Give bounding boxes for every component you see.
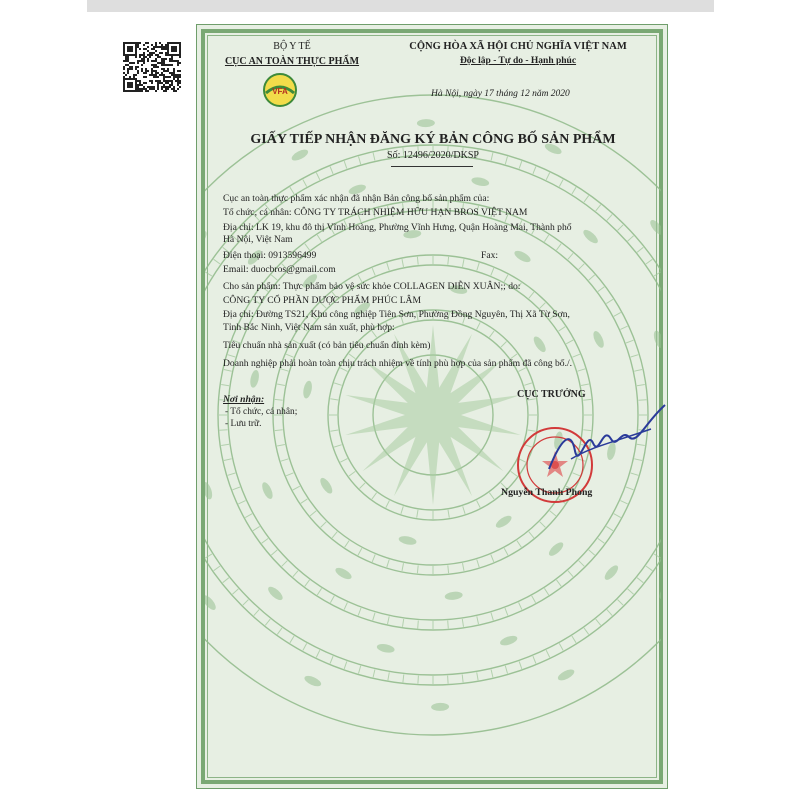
document-number: Số: 12496/2020/DKSP [387,150,479,161]
email-line: Email: duocbros@gmail.com [223,264,336,275]
phone-line: Điện thoại: 0913596499 [223,250,317,261]
department-name: CỤC AN TOÀN THỰC PHẨM [224,56,360,67]
producer-address-line2: Tỉnh Bắc Ninh, Việt Nam sản xuất, phù hợp: [223,322,395,333]
issue-date: Hà Nội, ngày 17 tháng 12 năm 2020 [431,89,570,99]
national-motto: Độc lập - Tự do - Hạnh phúc [459,56,577,66]
vfa-logo-text: VFA [272,87,288,96]
qr-code [123,42,181,92]
recipients-heading: Nơi nhận: [223,394,265,405]
title-underline [391,166,473,167]
standard-line: Tiêu chuẩn nhà sản xuất (có bản tiêu chuẩn đính kèm) [223,340,431,351]
product-line: Cho sản phẩm: Thực phẩm bảo vệ sức khỏe COLLAGEN DIỄN XUÂN;; do: [223,281,521,292]
organization-line: Tổ chức, cá nhân: CÔNG TY TRÁCH NHIỆM HỮU HẠN BROS VIỆT NAM [223,207,528,218]
organization-address-line1: Địa chỉ: LK 19, khu đô thị Vĩnh Hoàng, Phường Vĩnh Hưng, Quận Hoàng Mai, Thành phố [223,222,572,233]
document-title: GIẤY TIẾP NHẬN ĐĂNG KÝ BẢN CÔNG BỐ SẢN PHẨM [250,132,616,147]
top-bar [87,0,714,12]
ministry-name: BỘ Y TẾ [273,41,311,52]
recipient-item: - Tổ chức, cá nhân; [225,407,298,417]
responsibility-line: Doanh nghiệp phải hoàn toàn chịu trách nhiệm về tính phù hợp của sản phẩm đã công bố./. [223,358,573,369]
recipient-item: - Lưu trữ. [225,419,262,429]
vfa-logo [263,73,297,107]
organization-address-line2: Hà Nội, Việt Nam [223,234,293,245]
country-name: CỘNG HÒA XÃ HỘI CHỦ NGHĨA VIỆT NAM [409,41,627,52]
intro-text: Cục an toàn thực phẩm xác nhận đã nhận Bản công bố sản phẩm của: [223,193,490,204]
producer-address-line1: Địa chỉ: Đường TS21, Khu công nghiệp Tiên Sơn, Phường Đồng Nguyên, Thị Xã Từ Sơn, [223,309,570,320]
fax-line: Fax: [481,250,499,261]
producer-line: CÔNG TY CỔ PHẦN DƯỢC PHẨM PHÚC LÂM [223,295,422,306]
certificate-document [196,24,668,789]
signer-name: Nguyễn Thanh Phong [501,487,593,498]
handwritten-signature [541,399,671,485]
signer-role: CỤC TRƯỞNG [517,389,586,400]
